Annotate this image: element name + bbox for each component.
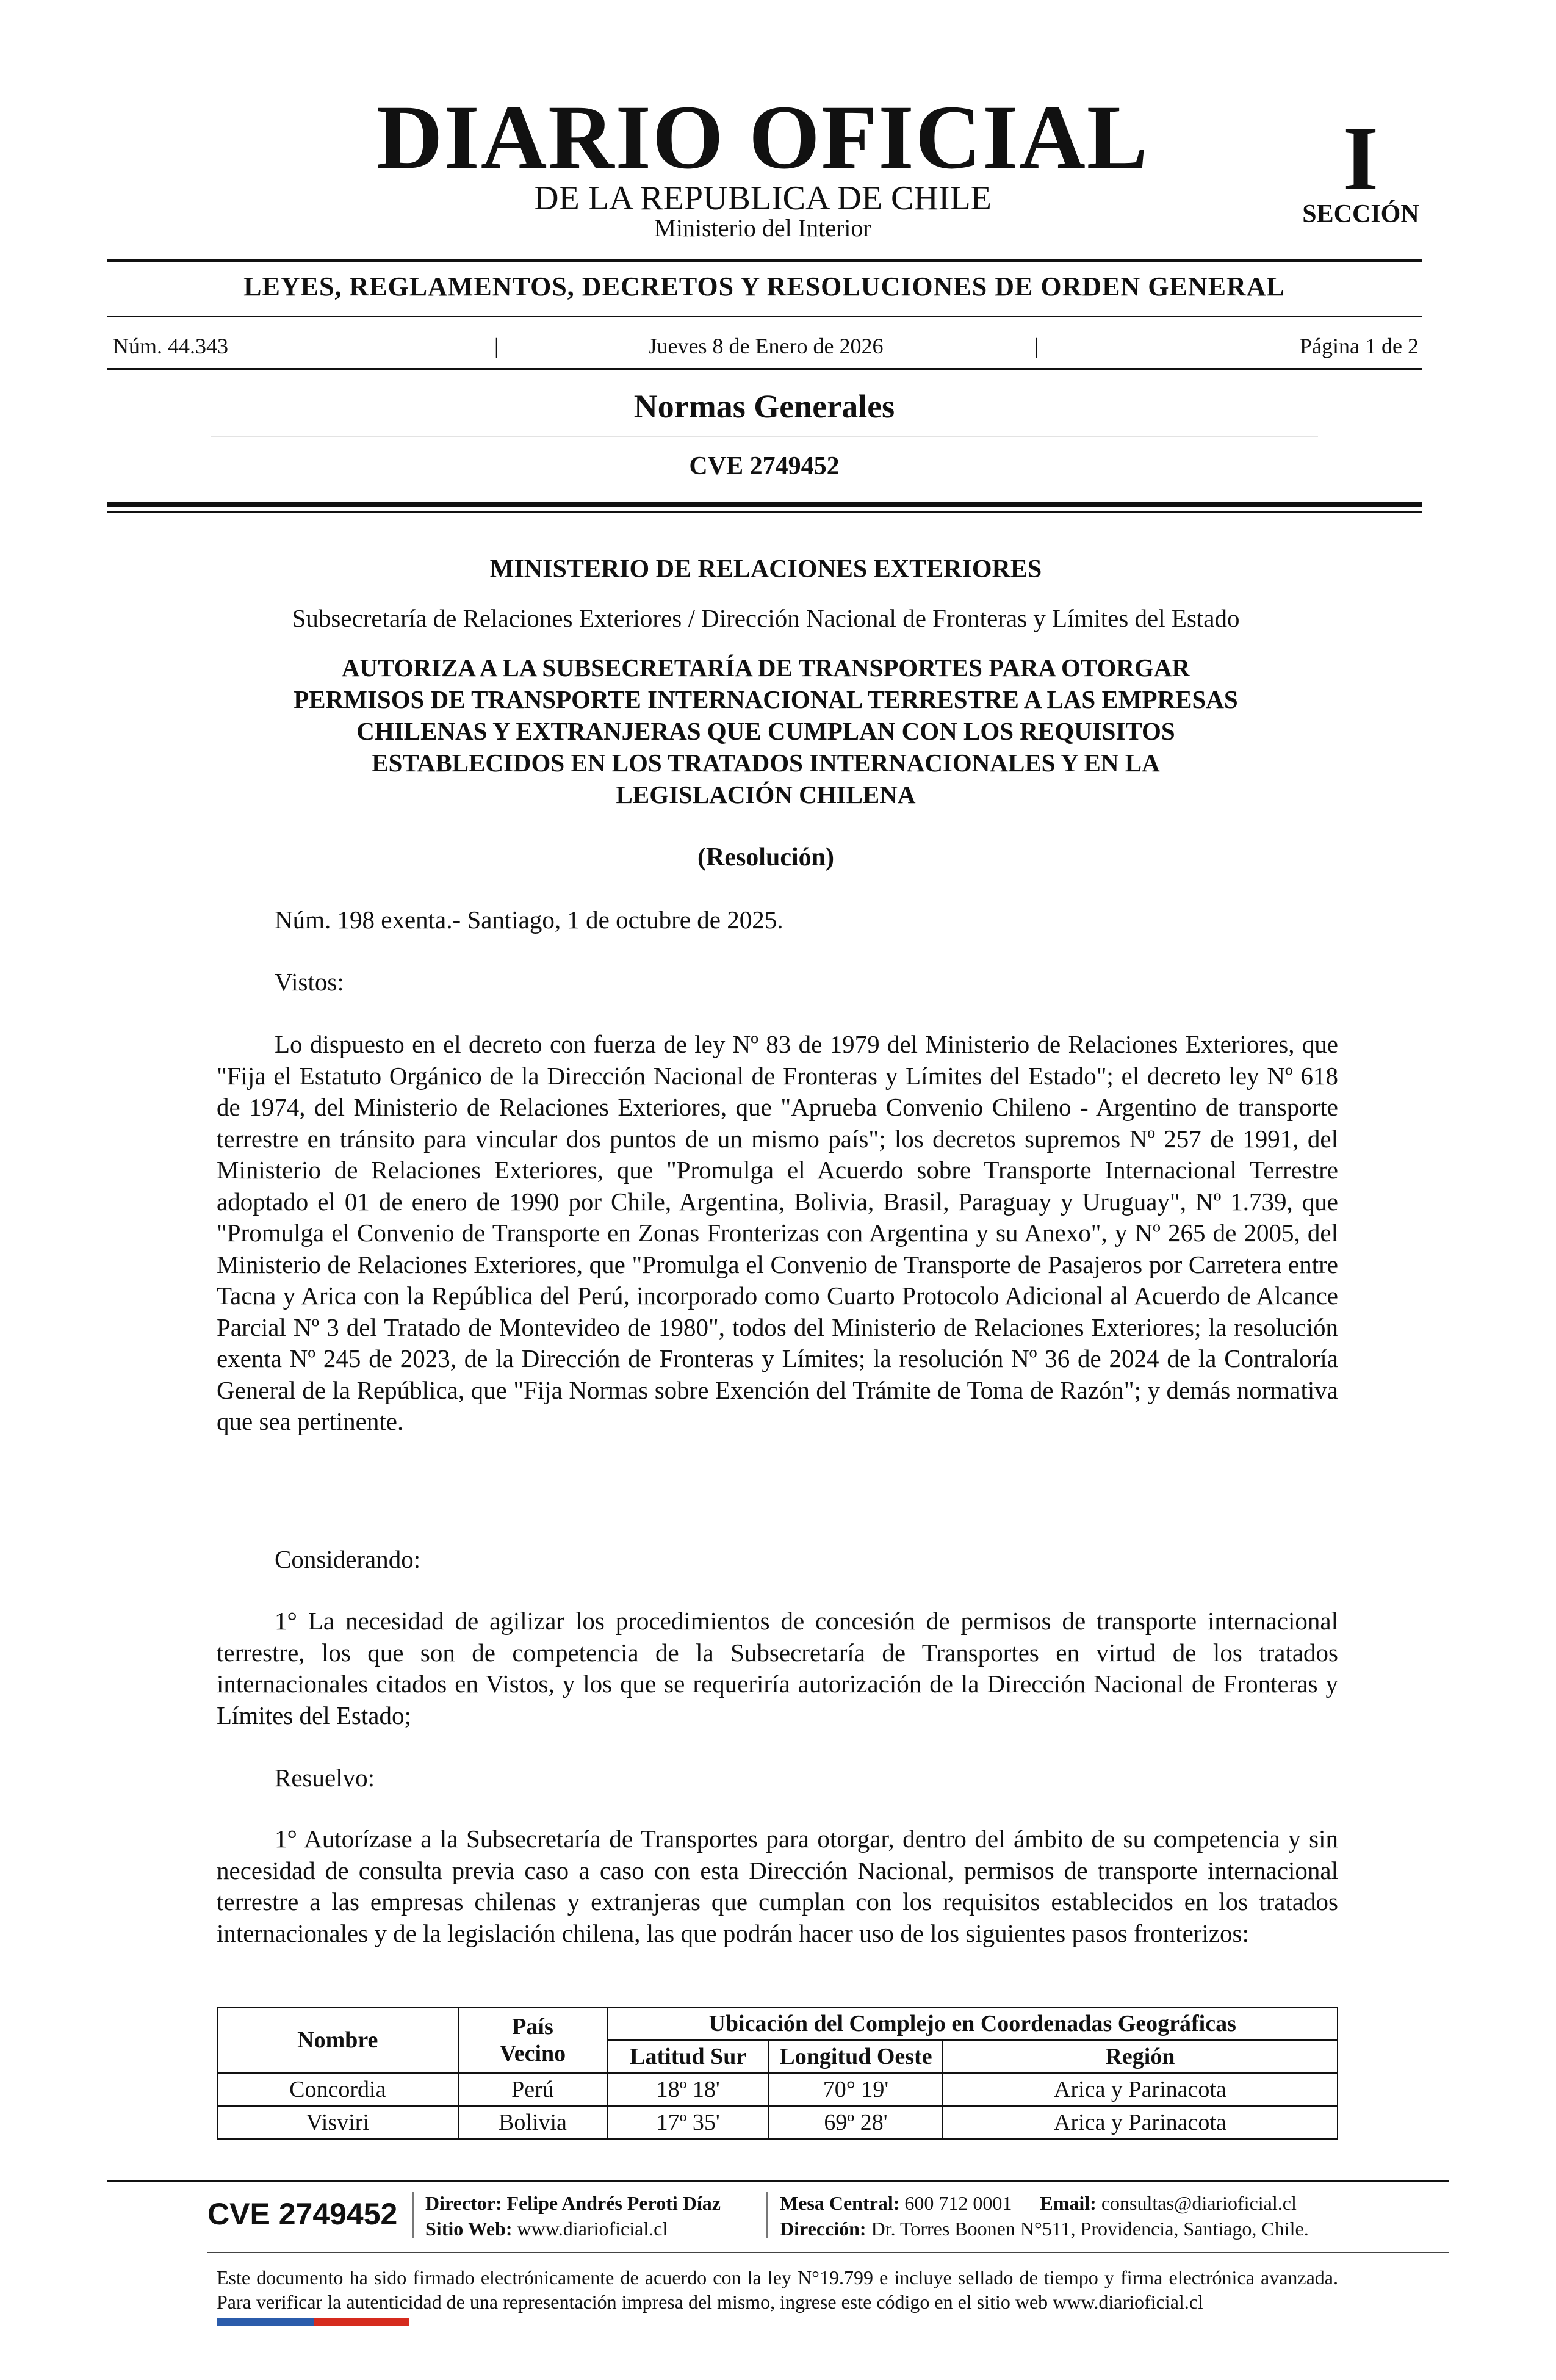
flag-stripe-blue: [217, 2318, 314, 2326]
header-rule-bottom: [107, 368, 1422, 370]
page-indicator: Página 1 de 2: [1300, 334, 1419, 358]
resolution-title: [217, 652, 1315, 810]
resolution-title-line: PERMISOS DE TRANSPORTE INTERNACIONAL TERRESTRE A LAS EMPRESAS: [294, 685, 1238, 713]
col-header-country-line: País: [512, 2014, 553, 2039]
cve-rule-thin: [107, 511, 1422, 513]
cell-region: Arica y Parinacota: [943, 2073, 1338, 2106]
cve-rule-thick: [107, 502, 1422, 507]
footer-address: [780, 2216, 1309, 2241]
vistos-paragraph: Lo dispuesto en el decreto con fuerza de ley Nº 83 de 1979 del Ministerio de Relaciones Exteriores, que "Fija el Estatuto Orgánico de la Dirección Nacional de Fronteras y Límites del Estado"; el decreto ley Nº 618 de 1974, del Ministerio de Relaciones Exteriores, que "Aprueba Convenio Chileno - Argentino de transporte terrestre en tránsito para vincular dos puntos de un mismo país"; los decretos supremos Nº 257 de 1991, del Ministerio de Relaciones Exteriores, que "Promulga el Acuerdo sobre Transporte Internacional Terrestre adoptado el 01 de enero de 1990 por Chile, Argentina, Bolivia, Brasil, Paraguay y Uruguay", Nº 1.739, que "Promulga el Convenio de Transporte en Zonas Fronterizas con Argentina y su Anexo", y Nº 265 de 2005, del Ministerio de Relaciones Exteriores, que "Promulga el Convenio de Transporte de Pasajeros por Carretera entre Tacna y Arica con la República del Perú, incorporado como Cuarto Protocolo Adicional al Acuerdo de Alcance Parcial Nº 3 del Tratado de Montevideo de 1980", todos del Ministerio de Relaciones Exteriores; la resolución exenta Nº 245 de 2023, de la Dirección de Fronteras y Límites; la resolución Nº 36 de 2024 de la Contraloría General de la República, que "Fija Normas sobre Exención del Trámite de Toma de Razón"; y demás normativa que sea pertinente.: [217, 1030, 1338, 1435]
subsecretaria-line: Subsecretaría de Relaciones Exteriores / Dirección Nacional de Fronteras y Límites del Estado: [292, 604, 1240, 632]
footer-email-label: Email:: [1040, 2192, 1097, 2214]
footer-director-label: Director:: [425, 2192, 502, 2214]
footer-phone: 600 712 0001: [904, 2192, 1012, 2214]
col-header-latitude: Latitud Sur: [607, 2040, 769, 2073]
footer-rule: [107, 2180, 1449, 2182]
footer-legal-notice: Este documento ha sido firmado electrónicamente de acuerdo con la ley N°19.799 e incluye sellado de tiempo y firma electrónica avanzada. Para verificar la autenticidad de una representación impresa del mismo, ingrese este código en el sitio web www.diarioficial.cl: [217, 2266, 1338, 2313]
issue-date: Jueves 8 de Enero de 2026: [648, 334, 884, 358]
cell-longitude: 70° 19': [769, 2073, 943, 2106]
col-header-name: Nombre: [217, 2007, 458, 2073]
ministry-heading: MINISTERIO DE RELACIONES EXTERIORES: [489, 555, 1042, 583]
section-underline: [211, 436, 1318, 437]
cve-code: CVE 2749452: [689, 452, 840, 480]
footer-director: [425, 2191, 721, 2215]
resuelvo-heading: Resuelvo:: [275, 1764, 375, 1792]
resolution-number-line: Núm. 198 exenta.- Santiago, 1 de octubre de 2025.: [275, 906, 783, 934]
flag-stripe-red: [314, 2318, 409, 2326]
footer-address-label: Dirección:: [780, 2218, 866, 2240]
table-row: [217, 2106, 1338, 2139]
table-header-row: [217, 2007, 1338, 2040]
footer-director-name: Felipe Andrés Peroti Díaz: [506, 2192, 721, 2214]
col-header-location: Ubicación del Complejo en Coordenadas Geográficas: [607, 2007, 1338, 2040]
resolution-title-line: CHILENAS Y EXTRANJERAS QUE CUMPLAN CON LOS REQUISITOS: [356, 717, 1175, 745]
border-crossings-table: [217, 2007, 1338, 2140]
footer-separator: [412, 2192, 414, 2238]
table-row: [217, 2073, 1338, 2106]
footer-cve-code: CVE 2749452: [207, 2197, 398, 2231]
footer-rule-thin: [207, 2252, 1449, 2253]
cell-country: Perú: [458, 2073, 608, 2106]
resolution-title-line: AUTORIZA A LA SUBSECRETARÍA DE TRANSPORTES PARA OTORGAR: [341, 654, 1190, 682]
footer-contact: [780, 2191, 1297, 2215]
masthead-title: DIARIO OFICIAL: [376, 87, 1149, 188]
laws-title: LEYES, REGLAMENTOS, DECRETOS Y RESOLUCIONES DE ORDEN GENERAL: [243, 272, 1285, 301]
col-header-country: [458, 2007, 608, 2073]
footer-phone-label: Mesa Central:: [780, 2192, 900, 2214]
cell-name: Concordia: [217, 2073, 458, 2106]
considerando-paragraph: 1° La necesidad de agilizar los procedimientos de concesión de permisos de transporte internacional terrestre, los que son de competencia de la Subsecretaría de Transportes en virtud de los tratados internacionales citados en Vistos, y los que se requeriría autorización de la Dirección Nacional de Fronteras y Límites del Estado;: [217, 1607, 1338, 1729]
resuelvo-paragraph: 1° Autorízase a la Subsecretaría de Transportes para otorgar, dentro del ámbito de su competencia y sin necesidad de consulta previa caso a caso con esta Dirección Nacional, permisos de transporte internacional terrestre a las empresas chilenas y extranjeras que cumplan con los requisitos establecidos en los tratados internacionales y de la legislación chilena, las que podrán hacer uso de los siguientes pasos fronterizos:: [217, 1825, 1338, 1947]
section-name: Normas Generales: [633, 388, 895, 425]
footer-site-link[interactable]: www.diarioficial.cl: [517, 2218, 668, 2240]
masthead-ministry: Ministerio del Interior: [654, 214, 871, 242]
masthead-subtitle: DE LA REPUBLICA DE CHILE: [534, 179, 992, 217]
cell-name: Visviri: [217, 2106, 458, 2139]
cell-region: Arica y Parinacota: [943, 2106, 1338, 2139]
footer-email-link[interactable]: consultas@diarioficial.cl: [1101, 2192, 1297, 2214]
resolution-kind: (Resolución): [697, 843, 834, 871]
footer-address-value: Dr. Torres Boonen N°511, Providencia, Santiago, Chile.: [871, 2218, 1309, 2240]
section-label: SECCIÓN: [1302, 200, 1419, 228]
section-number: I: [1342, 108, 1379, 209]
col-header-country-line: Vecino: [499, 2041, 566, 2066]
col-header-region: Región: [943, 2040, 1338, 2073]
cell-longitude: 69º 28': [769, 2106, 943, 2139]
meta-separator: |: [1034, 334, 1039, 358]
resolution-title-line: ESTABLECIDOS EN LOS TRATADOS INTERNACIONALES Y EN LA: [372, 749, 1160, 777]
meta-separator: |: [494, 334, 499, 358]
issue-meta-bar: [113, 333, 1419, 360]
vistos-heading: Vistos:: [275, 968, 344, 996]
cell-latitude: 17º 35': [607, 2106, 769, 2139]
col-header-longitude: Longitud Oeste: [769, 2040, 943, 2073]
footer-website: [425, 2216, 668, 2241]
header-rule-top: [107, 259, 1422, 262]
considerando-heading: Considerando:: [275, 1545, 421, 1573]
issue-number: Núm. 44.343: [113, 334, 228, 358]
header-rule-mid: [107, 316, 1422, 317]
cell-latitude: 18º 18': [607, 2073, 769, 2106]
footer-separator: [766, 2192, 768, 2238]
resolution-title-line: LEGISLACIÓN CHILENA: [616, 781, 916, 809]
footer-site-label: Sitio Web:: [425, 2218, 513, 2240]
cell-country: Bolivia: [458, 2106, 608, 2139]
